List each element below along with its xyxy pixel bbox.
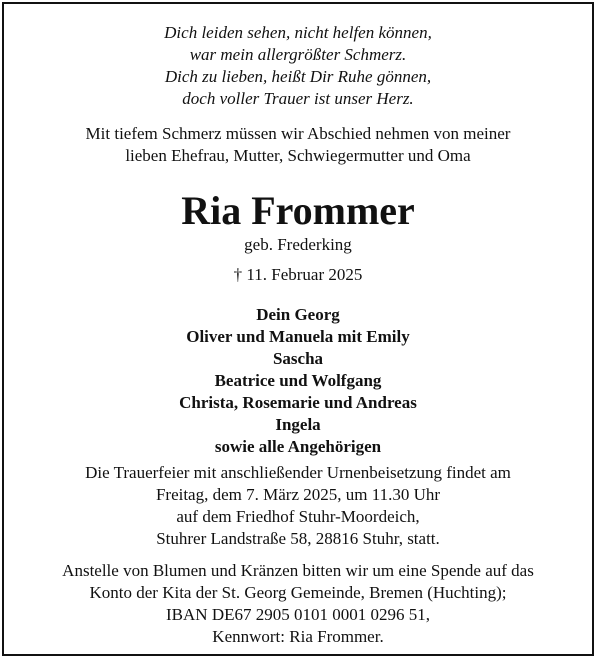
poem-line: Dich zu lieben, heißt Dir Ruhe gönnen, xyxy=(164,67,432,86)
ceremony-line: Stuhrer Landstraße 58, 28816 Stuhr, statt. xyxy=(156,529,440,548)
deceased-name: Ria Frommer xyxy=(181,188,415,233)
donation-line: Konto der Kita der St. Georg Gemeinde, Bremen (Huchting); xyxy=(89,583,507,602)
intro-line: Mit tiefem Schmerz müssen wir Abschied nehmen von meiner xyxy=(85,124,511,143)
intro-text xyxy=(4,123,592,167)
poem-line: doch voller Trauer ist unser Herz. xyxy=(182,89,414,108)
death-date: † 11. Februar 2025 xyxy=(233,265,363,284)
donation-line: Kennwort: Ria Frommer. xyxy=(212,627,384,646)
ceremony-details xyxy=(4,462,592,550)
mourner-entry: Sascha xyxy=(272,349,324,368)
donation-line: Anstelle von Blumen und Kränzen bitten wir um eine Spende auf das xyxy=(62,561,534,580)
mourner-entry: Dein Georg xyxy=(256,305,340,324)
mourner-entry: sowie alle Angehörigen xyxy=(214,437,382,456)
donation-request xyxy=(4,560,592,648)
donation-line: IBAN DE67 2905 0101 0001 0296 51, xyxy=(166,605,430,624)
ceremony-line: auf dem Friedhof Stuhr-Moordeich, xyxy=(176,507,420,526)
intro-line: lieben Ehefrau, Mutter, Schwiegermutter und Oma xyxy=(125,146,471,165)
mourners-list xyxy=(4,304,592,458)
mourner-entry: Beatrice und Wolfgang xyxy=(214,371,382,390)
obituary-notice xyxy=(2,2,594,656)
poem-line: war mein allergrößter Schmerz. xyxy=(189,45,407,64)
mourner-entry: Oliver und Manuela mit Emily xyxy=(186,327,410,346)
poem-line: Dich leiden sehen, nicht helfen können, xyxy=(164,23,432,42)
ceremony-line: Freitag, dem 7. März 2025, um 11.30 Uhr xyxy=(155,485,441,504)
mourner-entry: Christa, Rosemarie und Andreas xyxy=(179,393,417,412)
memorial-poem xyxy=(4,22,592,110)
mourner-entry: Ingela xyxy=(275,415,321,434)
maiden-name: geb. Frederking xyxy=(244,235,352,254)
ceremony-line: Die Trauerfeier mit anschließender Urnenbeisetzung findet am xyxy=(85,463,511,482)
